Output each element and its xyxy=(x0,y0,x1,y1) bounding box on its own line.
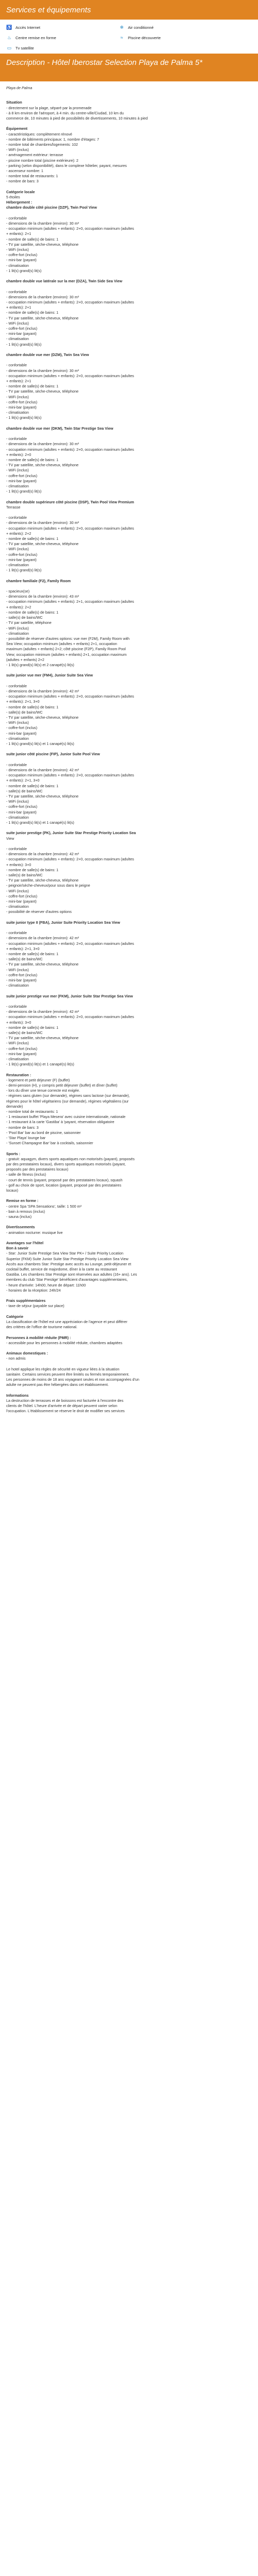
description-content xyxy=(0,81,258,1414)
description-line: Le hotel applique les règles de sécurité en vigueur liées à la situation xyxy=(6,1366,120,1371)
description-line: - logement et petit déjeuner (F) (buffet) xyxy=(6,1077,70,1082)
description-line: - mini-bar (payant) xyxy=(6,405,37,410)
description-line: La destruction de terrasses et de boissons est facturée à l'encontre des xyxy=(6,1398,124,1403)
description-line: - climatisation xyxy=(6,410,29,415)
description-line: - WiFi (inclus) xyxy=(6,247,29,252)
description-line: - occupation minimum (adultes + enfants): 2+0, occupation maximum (adultes xyxy=(6,226,134,231)
description-line: - possibilité de réserver d'autres options xyxy=(6,909,72,914)
description-line: - confortable xyxy=(6,762,27,767)
description-line: - occupation minimum (adultes + enfants): 2+0, occupation maximum (adultes xyxy=(6,1014,134,1020)
spacer xyxy=(6,1388,252,1393)
description-line: View xyxy=(6,836,14,841)
description-line: - confortable xyxy=(6,515,27,520)
spacer xyxy=(6,431,252,436)
description-line: + enfants): 2+2 xyxy=(6,531,31,536)
description-line: - spacieux(se) xyxy=(6,589,30,594)
description-line: maximum (adultes + enfants) 2+2; côté piscine (F2P), Family Room Pool xyxy=(6,647,126,652)
description-line: - occupation minimum (adultes + enfants): 2+0, occupation maximum (adultes xyxy=(6,941,134,946)
description-line: - TV par satellite, sèche-cheveux, téléphone xyxy=(6,962,79,967)
snowflake-icon: ❄ xyxy=(120,24,124,30)
description-line: Frais supplémentaires xyxy=(6,1298,46,1303)
description-line: Catégorie xyxy=(6,1314,24,1319)
spacer xyxy=(6,1346,252,1351)
spacer xyxy=(6,573,252,579)
description-line: - lors du dîner une tenue correcte est exigée. xyxy=(6,1088,80,1093)
description-line: - à 8 km environ de l'aéroport, à 4 min. du centre-ville/Ciudad, 10 km du xyxy=(6,110,124,115)
description-line: - dimensions de la chambre (environ): 42 m² xyxy=(6,688,79,693)
description-line: - climatisation xyxy=(6,983,29,988)
description-line: - climatisation xyxy=(6,263,29,268)
amenity-label: Accès Internet xyxy=(15,25,40,30)
description-line: - coffre-fort (inclus) xyxy=(6,552,38,557)
description-line: - sauna (inclus) xyxy=(6,1214,32,1219)
description-line: + enfants): 2+1, 3+0 xyxy=(6,778,40,783)
spacer xyxy=(6,1219,252,1225)
description-line: - nombre de salle(s) de bains: 1 xyxy=(6,609,59,615)
description-line: chambre double vue mer (DZM), Twin Sea View xyxy=(6,352,89,358)
description-line: + enfants): 2+1, 3+0 xyxy=(6,699,40,704)
spacer xyxy=(6,211,252,216)
description-line: membres du club 'Star Prestige' bénéficient d'avantages supplémentaires, xyxy=(6,1277,128,1282)
description-line: - WiFi (inclus) xyxy=(6,320,29,326)
description-line: 5 étoiles xyxy=(6,195,20,200)
description-line: - dimensions de la chambre (environ): 30 m² xyxy=(6,368,79,373)
description-line: - TV par satellite, sèche-cheveux, téléphone xyxy=(6,1036,79,1041)
description-line: - climatisation xyxy=(6,815,29,820)
description-line: (adultes + enfants) 2+2 xyxy=(6,657,44,662)
description-line: La classification de l'hôtel est une appréciation de l'agence et peut différer xyxy=(6,1319,127,1325)
description-line: - coffre-fort (inclus) xyxy=(6,972,38,977)
description-line: chambre double vue latérale sur la mer (DZA), Twin Side Sea View xyxy=(6,279,123,284)
description-line: Sports : xyxy=(6,1151,21,1156)
description-line: Gastiba. Les chambres Star Prestige sont réservées aux adultes (16+ ans). Les xyxy=(6,1272,137,1277)
description-line: régimes pour le hôtel végétariens (sur demande), régimes végétaliens (sur xyxy=(6,1098,129,1104)
description-line: - confortable xyxy=(6,289,27,294)
description-line: - nombre de bars: 3 xyxy=(6,1125,39,1130)
spacer xyxy=(6,347,252,352)
description-line: - nombre de bâtiments principaux: 1, nombre d'étages: 7 xyxy=(6,137,99,142)
description-line: Personnes à mobilité réduite (PMR) : xyxy=(6,1335,71,1340)
description-line: suite junior prestige (PK), Junior Suite Star Prestige Priority Location Sea xyxy=(6,831,136,836)
spacer xyxy=(6,925,252,930)
description-line: - 1 lit(s) grand(s) lit(s) et 1 canapé(s) lit(s) xyxy=(6,820,74,825)
description-line: suite junior type II (FBA), Junior Suite Priority Location Sea View xyxy=(6,920,120,925)
description-line: + enfants): 2+1 xyxy=(6,305,31,310)
description-line: - occupation minimum (adultes + enfants): 2+0, occupation maximum (adultes xyxy=(6,300,134,305)
description-line: View; occupation minimum (adultes + enfants) 2+1, occupation maximum xyxy=(6,652,127,657)
description-line: - confortable xyxy=(6,930,27,936)
description-line: - 1 lit(s) grand(s) lit(s) xyxy=(6,268,42,273)
spacer xyxy=(6,825,252,831)
description-line: - occupation minimum (adultes + enfants): 2+0, occupation maximum (adultes xyxy=(6,526,134,531)
description-line: - mini-bar (payant) xyxy=(6,478,37,483)
spacer xyxy=(6,1362,252,1367)
description-line: - nombre total de chambres/logements: 102 xyxy=(6,142,78,147)
fitness-icon: ♨ xyxy=(7,35,12,40)
tv-icon: ▭ xyxy=(7,45,12,50)
description-line: - dimensions de la chambre (environ): 30 m² xyxy=(6,520,79,526)
pool-icon: ≈ xyxy=(120,35,123,40)
description-line: - nombre de salle(s) de bains: 1 xyxy=(6,783,59,788)
spacer xyxy=(6,421,252,426)
description-line: - nombre total de restaurants: 1 xyxy=(6,1109,58,1114)
description-line: - occupation minimum (adultes + enfants): 2+1, occupation maximum (adultes xyxy=(6,599,134,604)
description-line: Avantages sur l'hôtel xyxy=(6,1241,44,1246)
description-line: - coffre-fort (inclus) xyxy=(6,1046,38,1051)
description-line: - mini-bar (payant) xyxy=(6,899,37,904)
description-line: - nombre de salle(s) de bains: 1 xyxy=(6,1025,59,1030)
description-line: adulte ne peuvent pas être hébergées dans cet établissement. xyxy=(6,1382,109,1387)
description-line: - dimensions de la chambre (environ): 43 m² xyxy=(6,594,79,599)
description-line: - occupation minimum (adultes + enfants): 2+0, occupation maximum (adultes xyxy=(6,773,134,778)
description-line: - TV par satellite, sèche-cheveux, téléphone xyxy=(6,315,79,320)
description-line: - coffre-fort (inclus) xyxy=(6,725,38,731)
description-line: - occupation minimum (adultes + enfants): 2+0, occupation maximum (adultes xyxy=(6,694,134,699)
description-line: - gratuit: aquagym, divers sports aquatiques non motorisés (payant), proposés xyxy=(6,1156,135,1161)
description-line: - parking (selon disponibilité), dans le complexe hôtelier, payant, mesures xyxy=(6,163,127,168)
description-line: + enfants): 3+0 xyxy=(6,1020,31,1025)
description-line: Terrasse xyxy=(6,504,21,510)
spacer xyxy=(6,274,252,279)
description-line: - 1 lit(s) grand(s) lit(s) et 1 canapé(s) lit(s) xyxy=(6,1062,74,1067)
description-line: - taxe de séjour (payable sur place) xyxy=(6,1303,64,1309)
description-line: - dimensions de la chambre (environ): 42 m² xyxy=(6,767,79,772)
description-line: - accessible pour les personnes à mobilité réduite, chambres adaptées xyxy=(6,1340,122,1345)
description-line: - coffre-fort (inclus) xyxy=(6,326,38,331)
description-line: - salle(s) de bains/WC xyxy=(6,788,43,793)
description-line: - mini-bar (payant) xyxy=(6,258,37,263)
description-line: + enfants): 2+0 xyxy=(6,452,31,457)
description-line: - peignoir/sèche-cheveux/pour sous dans le peigne xyxy=(6,883,90,888)
description-line: Les personnes de moins de 18 ans voyageant seules et non accompagnées d'un xyxy=(6,1377,139,1382)
description-line: Remise en forme : xyxy=(6,1198,39,1204)
description-line: chambre double supérieure côté piscine (DSP), Twin Pool View Premium xyxy=(6,499,134,504)
description-line: - nombre de salle(s) de bains: 1 xyxy=(6,236,59,242)
description-line: - 'Star Playa' lounge bar xyxy=(6,1136,46,1141)
spacer xyxy=(6,841,252,846)
description-title: Description - Hôtel Iberostar Selection Playa de Palma 5* xyxy=(6,58,203,67)
description-line: - climatisation xyxy=(6,336,29,342)
description-line: - nombre de salle(s) de bains: 1 xyxy=(6,867,59,872)
description-line: chambre double côté piscine (DZP), Twin Pool View xyxy=(6,205,97,210)
spacer xyxy=(6,1193,252,1198)
spacer xyxy=(6,358,252,363)
description-line: - coffre-fort (inclus) xyxy=(6,473,38,478)
spacer xyxy=(6,1146,252,1151)
description-line: - TV par satellite, sèche-cheveux, téléphone xyxy=(6,463,79,468)
description-line: - nombre total de restaurants: 1 xyxy=(6,174,58,179)
amenity-item xyxy=(119,24,217,31)
description-line: - 1 lit(s) grand(s) lit(s) xyxy=(6,568,42,573)
description-line: - climatisation xyxy=(6,563,29,568)
description-line: + enfants): 3+0 xyxy=(6,862,31,867)
description-line: - coffre-fort (inclus) xyxy=(6,893,38,899)
description-line: - nombre de salle(s) de bains: 1 xyxy=(6,310,59,315)
spacer xyxy=(6,584,252,589)
description-line: - WiFi (inclus) xyxy=(6,468,29,473)
description-line: Accès aux chambres Star: Prestige avec accès au Lounge, petit-déjeuner et xyxy=(6,1261,132,1266)
description-line: - mini-bar (payant) xyxy=(6,977,37,982)
description-line: Restauration : xyxy=(6,1072,31,1077)
description-line: - occupation minimum (adultes + enfants): 2+0, occupation maximum (adultes xyxy=(6,447,134,452)
description-line: - climatisation xyxy=(6,736,29,741)
description-line: Équipement xyxy=(6,126,28,131)
description-line: - dimensions de la chambre (environ): 42 m² xyxy=(6,852,79,857)
description-line: cocktail buffet, service de majordome, dîner à la carte au restaurant xyxy=(6,1267,117,1272)
amenity-label: Air conditionné xyxy=(128,25,154,30)
description-line: sanitaire. Certains services peuvent être limités ou fermés temporairement. xyxy=(6,1372,130,1377)
description-line: + enfants): 2+1 xyxy=(6,231,31,236)
description-line: - régimes sans gluten (sur demande), régimes sans lactose (sur demande), xyxy=(6,1093,130,1098)
description-line: Animaux domestiques : xyxy=(6,1351,49,1356)
description-line: - 'Pool Bar' bar au bord de piscine, saisonnier xyxy=(6,1130,81,1135)
description-line: clients de l'hôtel. L'heure d'arrivée et de départ peuvent varier selon xyxy=(6,1403,118,1409)
description-body xyxy=(6,95,252,1414)
description-line: - WiFi (inclus) xyxy=(6,147,29,152)
description-line: - WiFi (inclus) xyxy=(6,720,29,725)
description-line: - climatisation xyxy=(6,1057,29,1061)
spacer xyxy=(6,679,252,684)
amenity-label: Tv satellite xyxy=(15,45,34,50)
description-line: - nombre de bars: 3 xyxy=(6,179,39,184)
description-line: - directement sur la plage, séparé par la promenade xyxy=(6,105,92,110)
spacer xyxy=(6,1293,252,1298)
description-line: Sea View; occupation minimum (adultes + enfants) 2+1, occupation xyxy=(6,641,117,647)
description-line: - non admis xyxy=(6,1356,26,1361)
spacer xyxy=(6,1330,252,1335)
description-line: suite junior prestige vue mer (FKM), Junior Suite Star Prestige Sea View xyxy=(6,993,133,998)
description-line: suite junior vue mer (FM4), Junior Suite Sea View xyxy=(6,673,93,678)
amenity-item xyxy=(6,34,104,41)
spacer xyxy=(6,95,252,100)
description-line: - horaires de la réception: 24h/24 xyxy=(6,1287,61,1293)
description-line: - 1 lit(s) grand(s) lit(s) et 1 canapé(s) lit(s) xyxy=(6,741,74,746)
description-line: - nombre de salle(s) de bains: 1 xyxy=(6,536,59,541)
description-line: demande) xyxy=(6,1104,23,1109)
description-line: - climatisation xyxy=(6,484,29,489)
spacer xyxy=(6,999,252,1004)
description-line: chambre familiale (F2), Family Room xyxy=(6,578,71,583)
amenity-label: Piscine découverte xyxy=(128,35,161,40)
description-line: - confortable xyxy=(6,683,27,688)
description-line: - dimensions de la chambre (environ): 42 m² xyxy=(6,1009,79,1014)
description-line: - salle(s) de bains/WC xyxy=(6,872,43,877)
description-line: - bain à remous (inclus) xyxy=(6,1209,45,1214)
spacer xyxy=(6,747,252,752)
description-line: - dimensions de la chambre (environ): 30 m² xyxy=(6,221,79,226)
spacer xyxy=(6,668,252,673)
description-line: - aménagement extérieur: terrasse xyxy=(6,152,63,158)
location-subtitle: Playa de Palma xyxy=(6,86,33,90)
description-line: Divertissements xyxy=(6,1225,35,1230)
spacer xyxy=(6,121,252,126)
description-line: - coffre-fort (inclus) xyxy=(6,804,38,809)
description-line: - demi-pension (H), y compris petit déjeuner (buffet) et dîner (buffet) xyxy=(6,1083,118,1088)
description-line: proposés par des prestataires locaux) xyxy=(6,1167,69,1172)
description-line: Hébergement : xyxy=(6,200,33,205)
description-line: - climatisation xyxy=(6,631,29,636)
description-line: Bon à savoir xyxy=(6,1246,29,1251)
description-line: + enfants): 2+1, 3+0 xyxy=(6,946,40,951)
description-line: - mini-bar (payant) xyxy=(6,1051,37,1056)
description-line: - salle(s) de bains/WC xyxy=(6,709,43,715)
description-line: - Star: Junior Suite Prestige Sea View Star PK+ / Suite Priority Location xyxy=(6,1251,123,1256)
amenity-item xyxy=(6,44,104,52)
description-header xyxy=(0,54,258,81)
description-line: - caractéristiques: complètement rénové xyxy=(6,131,72,137)
description-line: suite junior côté piscine (FIP), Junior Suite Pool View xyxy=(6,752,100,757)
description-line: - dimensions de la chambre (environ): 30 m² xyxy=(6,294,79,299)
description-line: - TV par satellite, sèche-cheveux, téléphone xyxy=(6,715,79,720)
description-line: - TV par satellite, sèche-cheveux, téléphone xyxy=(6,242,79,247)
description-line: - nombre de salle(s) de bains: 1 xyxy=(6,704,59,709)
description-line: Superior (FKM) Suite Junior Suite Star Prestige Priority Location Sea View xyxy=(6,1256,128,1261)
description-line: - WiFi (inclus) xyxy=(6,799,29,804)
description-line: - coffre-fort (inclus) xyxy=(6,252,38,258)
description-line: - confortable xyxy=(6,1004,27,1009)
description-line: + enfants): 2+2 xyxy=(6,604,31,609)
spacer xyxy=(6,494,252,499)
description-line: - WiFi (inclus) xyxy=(6,625,29,631)
spacer xyxy=(6,510,252,515)
description-line: - TV par satellite, sèche-cheveux, téléphone xyxy=(6,793,79,799)
spacer xyxy=(6,915,252,920)
description-line: - golf au choix de sport, location (payant, proposé par des prestataires xyxy=(6,1182,121,1188)
spacer xyxy=(6,284,252,289)
description-line: - 1 lit(s) grand(s) lit(s) xyxy=(6,415,42,420)
description-line: - 1 restaurant buffet 'Playa Mesera' avec cuisine internationale, nationale xyxy=(6,1114,126,1120)
description-line: - WiFi (inclus) xyxy=(6,1041,29,1046)
description-line: - 1 lit(s) grand(s) lit(s) et 2 canapé(s) lit(s) xyxy=(6,662,74,667)
description-line: - 1 lit(s) grand(s) lit(s) xyxy=(6,342,42,347)
description-line: commerce de, 10 minutes à pied de possibilités de divertissements, 10 minutes à pied xyxy=(6,116,148,121)
description-line: - court de tennis (payant, proposé par des prestataires locaux), squash xyxy=(6,1177,123,1182)
spacer xyxy=(6,1235,252,1241)
amenity-label: Centre remise en forme xyxy=(15,35,56,40)
description-line: - mini-bar (payant) xyxy=(6,557,37,562)
description-line: - occupation minimum (adultes + enfants): 2+0, occupation maximum (adultes xyxy=(6,373,134,378)
spacer xyxy=(6,184,252,190)
description-line: - possibilité de réserver d'autres options: vue mer (F2M), Family Room with xyxy=(6,636,130,641)
wheelchair-icon: ♿ xyxy=(6,24,12,30)
description-line: Situation xyxy=(6,100,22,105)
description-line: - dimensions de la chambre (environ): 42 m² xyxy=(6,936,79,941)
description-line: - WiFi (inclus) xyxy=(6,888,29,893)
description-line: par des prestataires locaux), divers sports aquatiques motorisés (payant, xyxy=(6,1162,126,1167)
description-line: Informations xyxy=(6,1393,29,1398)
spacer xyxy=(6,988,252,993)
description-line: - mini-bar (payant) xyxy=(6,731,37,736)
description-line: des critères de l'office de tourisme national. xyxy=(6,1325,77,1330)
spacer xyxy=(6,757,252,762)
description-line: - salle(s) de bains/WC xyxy=(6,957,43,962)
description-line: - salle(s) de bains/WC xyxy=(6,1030,43,1035)
description-line: - salle de fitness (inclus) xyxy=(6,1172,46,1177)
description-line: l'occupation. L'établissement se réserve le droit de modifier ses services xyxy=(6,1409,125,1414)
description-line: - WiFi (inclus) xyxy=(6,394,29,399)
description-line: - dimensions de la chambre (environ): 30 m² xyxy=(6,442,79,447)
description-line: - WiFi (inclus) xyxy=(6,967,29,972)
description-line: - coffre-fort (inclus) xyxy=(6,399,38,404)
amenities-list xyxy=(0,20,258,54)
description-line: chambre double vue mer (DKM), Twin Star Prestige Sea View xyxy=(6,426,114,431)
description-line: - confortable xyxy=(6,215,27,221)
description-line: - mini-bar (payant) xyxy=(6,809,37,815)
description-line: - 'Sunset Champagne Bar' bar à cocktails, saisonnier xyxy=(6,1141,93,1146)
description-line: - ascenseur nombre: 1 xyxy=(6,168,43,174)
amenity-item xyxy=(6,24,104,31)
description-line: - TV par satellite, sèche-cheveux, téléphone xyxy=(6,878,79,883)
description-line: - confortable xyxy=(6,436,27,442)
description-line: Catégorie locale xyxy=(6,189,35,194)
services-header xyxy=(0,0,258,20)
description-line: - nombre de salle(s) de bains: 1 xyxy=(6,457,59,463)
description-line: - TV par satellite, sèche-cheveux, téléphone xyxy=(6,541,79,547)
description-line: - heure d'arrivée: 14h00, heure de départ: 11h00 xyxy=(6,1282,86,1287)
description-line: - mini-bar (payant) xyxy=(6,331,37,336)
description-line: - nombre de salle(s) de bains: 1 xyxy=(6,951,59,956)
description-line: - WiFi (inclus) xyxy=(6,547,29,552)
description-line: - confortable xyxy=(6,846,27,851)
description-line: - nombre de salle(s) de bains: 1 xyxy=(6,384,59,389)
description-line: - piscine nombre total (piscine extérieure): 2 xyxy=(6,158,78,163)
description-line: - climatisation xyxy=(6,904,29,909)
description-line: - animation nocturne: musique live xyxy=(6,1230,63,1235)
description-line: - confortable xyxy=(6,363,27,368)
description-line: - TV par satellite, sèche-cheveux, téléphone xyxy=(6,389,79,394)
description-line: + enfants): 2+1 xyxy=(6,379,31,384)
amenity-item xyxy=(119,34,217,41)
description-line: - 1 restaurant à la carte 'Gastiba' à 'payant, réservation obligatoire xyxy=(6,1120,115,1125)
description-line: - salle(s) de bains/WC xyxy=(6,615,43,620)
description-line: - centre Spa 'SPA Sensations', taille: 1 500 m² xyxy=(6,1204,82,1209)
description-line: locaux) xyxy=(6,1188,19,1193)
description-line: - 1 lit(s) grand(s) lit(s) xyxy=(6,489,42,494)
description-line: - TV par satellite, téléphone xyxy=(6,620,52,625)
spacer xyxy=(6,1309,252,1314)
spacer xyxy=(6,1067,252,1072)
services-title: Services et équipements xyxy=(6,5,91,14)
description-line: - occupation minimum (adultes + enfants): 2+0, occupation maximum (adultes xyxy=(6,857,134,862)
